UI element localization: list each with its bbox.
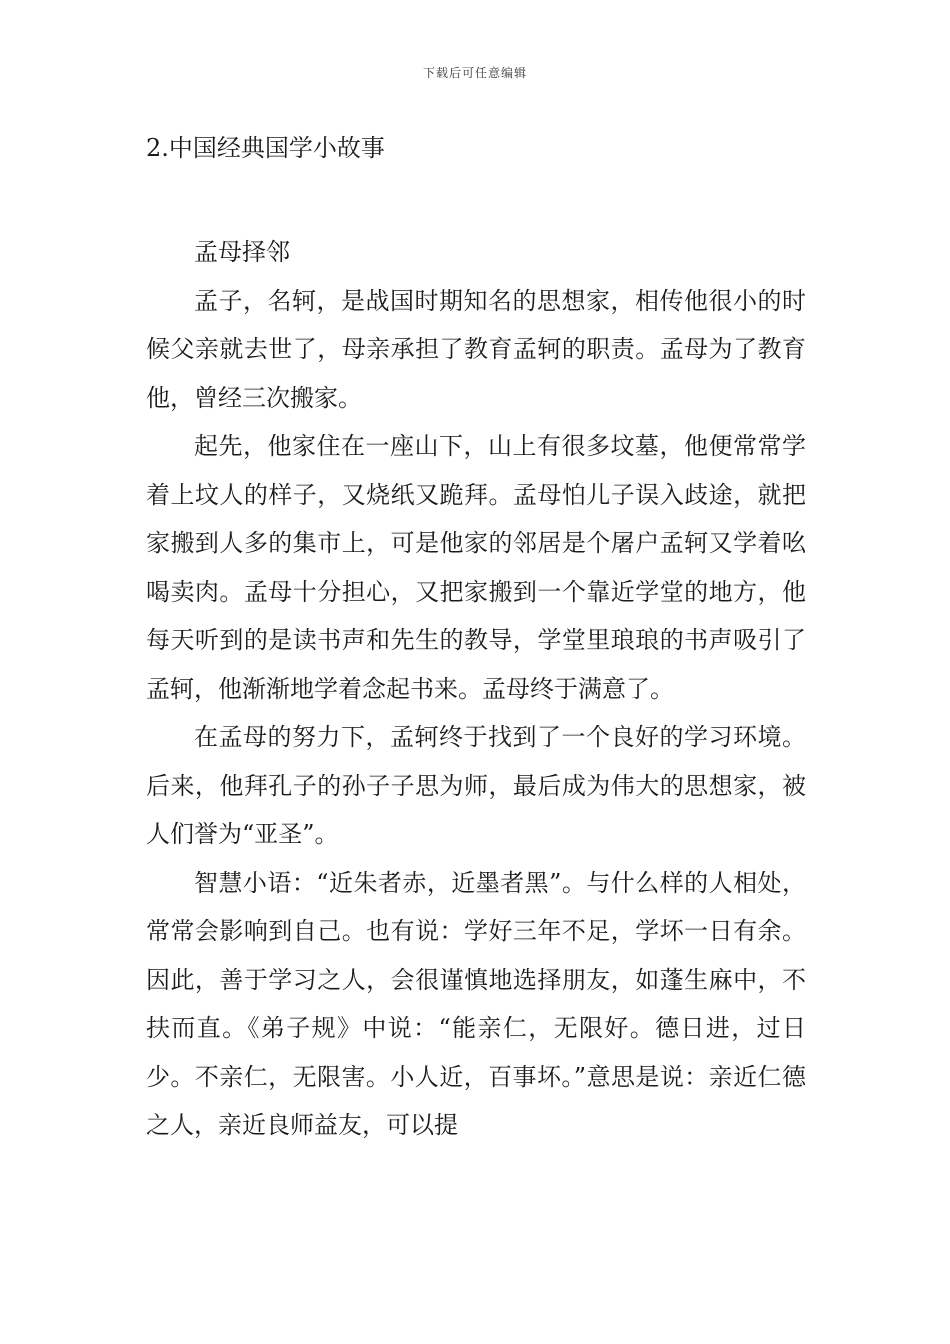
body-paragraph: 智慧小语：“近朱者赤，近墨者黑”。与什么样的人相处，常常会影响到自己。也有说：学好三年不足，学坏一日有余。因此，善于学习之人，会很谨慎地选择朋友，如蓬生麻中，不扶而直。《弟子规》中说：“能亲仁，无限好。德日进，过日少。不亲仁，无限害。小人近，百事坏。”意思是说：亲近仁德之人，亲近良师益友，可以提 (146, 868, 806, 1139)
document-body (146, 228, 806, 1150)
body-paragraph: 孟子，名轲，是战国时期知名的思想家，相传他很小的时候父亲就去世了，母亲承担了教育孟轲的职责。孟母为了教育他，曾经三次搬家。 (146, 286, 806, 412)
document-title: 2.中国经典国学小故事 (146, 134, 385, 162)
body-paragraph: 起先，他家住在一座山下，山上有很多坟墓，他便常常学着上坟人的样子，又烧纸又跪拜。孟母怕儿子误入歧途，就把家搬到人多的集市上，可是他家的邻居是个屠户孟轲又学着吆喝卖肉。孟母十分担心，又把家搬到一个靠近学堂的地方，他每天听到的是读书声和先生的教导，学堂里琅琅的书声吸引了孟轲，他渐渐地学着念起书来。孟母终于满意了。 (146, 432, 806, 703)
body-paragraph: 在孟母的努力下，孟轲终于找到了一个良好的学习环境。后来，他拜孔子的孙子子思为师，最后成为伟大的思想家，被人们誉为“亚圣”。 (146, 723, 806, 848)
story-heading: 孟母择邻 (194, 238, 290, 266)
page-header: 下载后可任意编辑 (422, 66, 527, 80)
